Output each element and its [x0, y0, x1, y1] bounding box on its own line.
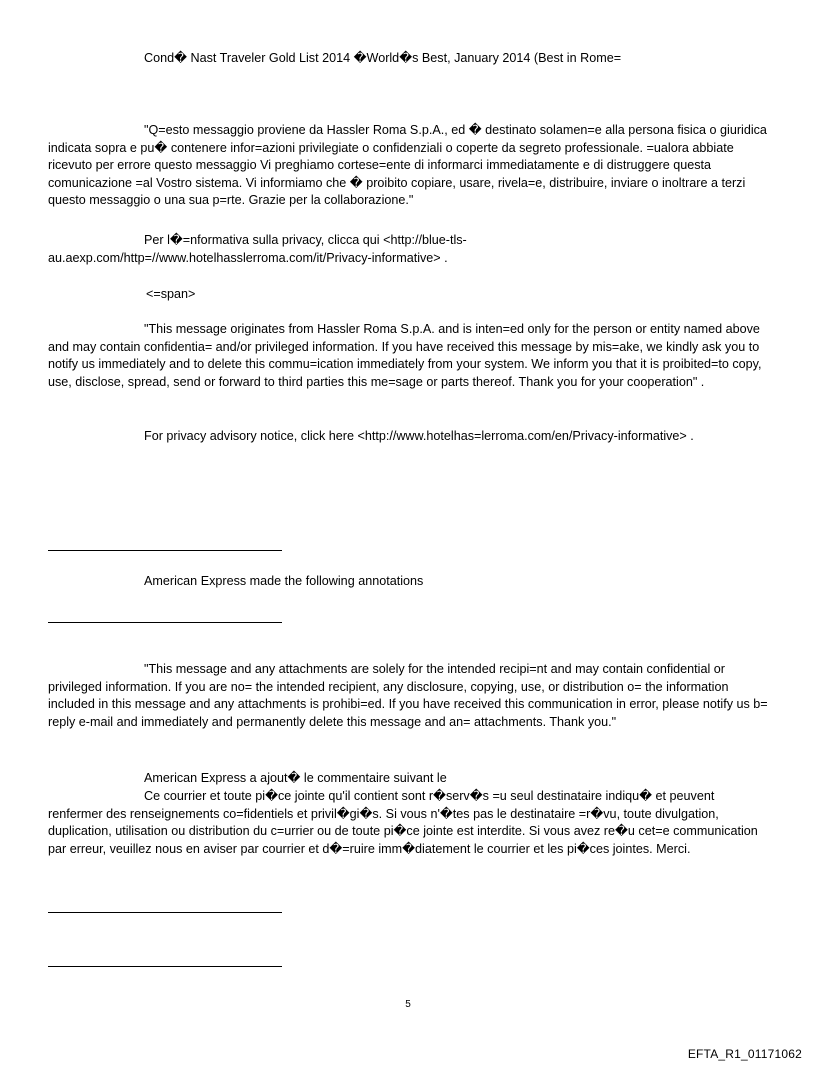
english-privacy-link: For privacy advisory notice, click here <http://www.hotelhas=lerroma.com/en/Privacy-informative> .: [144, 429, 694, 443]
amex-french-heading: American Express a ajout� le commentaire suivant le: [144, 771, 447, 785]
italian-confidentiality-notice: "Q=esto messaggio proviene da Hassler Roma S.p.A., ed � destinato solamen=e alla persona fisica o giuridica indicata sopra e pu� contenere infor=azioni privilegiate o confidenziali o coperte da segreto professionale. =ualora abbiate ricevuto per errore questo messaggio Vi preghiamo cortese=ente di informarci immediatamente e di distruggere questa comunicazione =al Vostro sistema. Vi informiamo che � proibito copiare, usare, rivela=e, distribuire, inviare o inoltrare a terzi questo messaggio o una sua p=rte. Grazie per la collaborazione.": [48, 123, 767, 207]
amex-notice-english: "This message and any attachments are solely for the intended recipi=nt and may contain confidential or privileged information. If you are no= the intended recipient, any disclosure, copying, use, or distribution o= the information included in this message and any attachments is prohibi=ed. If you have received this communication in error, please notify us b= reply e-mail and immediately and permanently delete this message and an= attachments. Thank you.": [48, 662, 768, 729]
separator-rule: [48, 966, 282, 967]
amex-notice-french: Ce courrier et toute pi�ce jointe qu'il contient sont r�serv�s =u seul destinataire indiqu� et peuvent renfermer des renseignements co=fidentiels et privil�gi�s. Si vous n'�tes pas le destinataire =r�vu, toute divulgation, duplication, utilisation ou distribution du c=urrier ou de toute pi�ce jointe est interdite. Si vous avez re�u cet=e communication par erreur, veuillez nous en aviser par courrier et d�=ruire imm�diatement le courrier et les pi�ces jointes. Merci.: [48, 789, 758, 856]
amex-annotation-heading: American Express made the following annotations: [144, 574, 424, 588]
span-tag-text: <=span>: [146, 287, 196, 301]
separator-rule: [48, 550, 282, 551]
english-confidentiality-notice: "This message originates from Hassler Roma S.p.A. and is inten=ed only for the person or entity named above and may contain confidentia= and/or privileged information. If you have received this message by mis=ake, we kindly ask you to notify us immediately and to delete this commu=ication immediately from your system. We inform you that it is proibited=to copy, use, disclose, spread, send or forward to third parties this me=sage or parts thereof. Thank you for your cooperation" .: [48, 322, 762, 389]
italian-privacy-link: Per l�=nformativa sulla privacy, clicca qui <http://blue-tls-au.aexp.com/http=//www.hotelhasslerroma.com/it/Privacy-informative> .: [48, 233, 467, 265]
header-line: Cond� Nast Traveler Gold List 2014 �World�s Best, January 2014 (Best in Rome=: [144, 51, 622, 65]
separator-rule: [48, 912, 282, 913]
bates-number: EFTA_R1_01171062: [687, 1047, 802, 1061]
page-number: 5: [405, 999, 411, 1010]
separator-rule: [48, 622, 282, 623]
